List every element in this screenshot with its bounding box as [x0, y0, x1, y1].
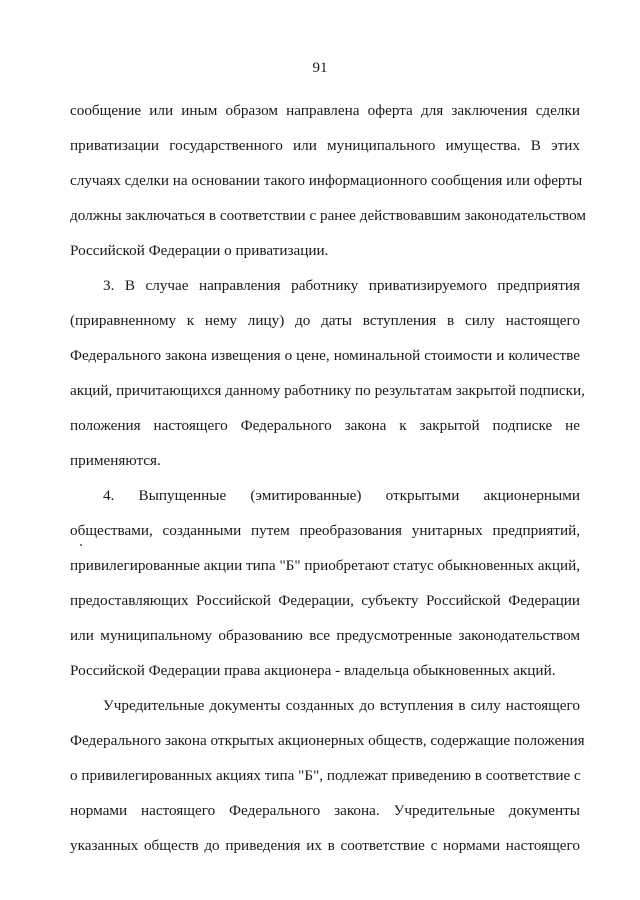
text-line-22: указанных обществ до приведения их в соответствие с нормами настоящего	[70, 837, 580, 854]
text-line-10: положения настоящего Федерального закона к закрытой подписке не	[70, 417, 580, 434]
text-line-14: привилегированные акции типа "Б" приобретают статус обыкновенных акций,	[70, 557, 581, 574]
text-line-13: обществами, созданными путем преобразования унитарных предприятий,	[70, 522, 580, 539]
text-line-1: сообщение или иным образом направлена оферта для заключения сделки	[70, 102, 580, 119]
text-line-21: нормами настоящего Федерального закона. Учредительные документы	[70, 802, 580, 819]
text-line-17: Российской Федерации права акционера - владельца обыкновенных акций.	[70, 662, 556, 679]
text-line-16: или муниципальному образованию все предусмотренные законодательством	[70, 627, 580, 644]
text-line-5: Российской Федерации о приватизации.	[70, 242, 329, 259]
page-number: 91	[312, 60, 328, 76]
text-line-8: Федерального закона извещения о цене, номинальной стоимости и количестве	[70, 347, 580, 364]
text-line-3: случаях сделки на основании такого информационного сообщения или оферты	[70, 172, 583, 189]
text-line-19: Федерального закона открытых акционерных обществ, содержащие положения	[70, 732, 585, 749]
text-line-20: о привилегированных акциях типа "Б", подлежат приведению в соответствие с	[70, 767, 581, 784]
text-line-11: применяются.	[70, 452, 161, 469]
text-line-18: Учредительные документы созданных до вступления в силу настоящего	[103, 697, 580, 714]
text-line-7: (приравненному к нему лицу) до даты вступления в силу настоящего	[70, 312, 580, 329]
text-line-12: 4. Выпущенные (эмитированные) открытыми акционерными	[103, 487, 580, 504]
text-line-9: акций, причитающихся данному работнику по результатам закрытой подписки,	[70, 382, 585, 399]
text-line-6: 3. В случае направления работнику приватизируемого предприятия	[103, 277, 580, 294]
text-line-15: предоставляющих Российской Федерации, субъекту Российской Федерации	[70, 592, 580, 609]
text-line-2: приватизации государственного или муниципального имущества. В этих	[70, 137, 580, 154]
scan-speck	[80, 544, 82, 546]
text-line-4: должны заключаться в соответствии с ранее действовавшим законодательством	[70, 207, 587, 224]
